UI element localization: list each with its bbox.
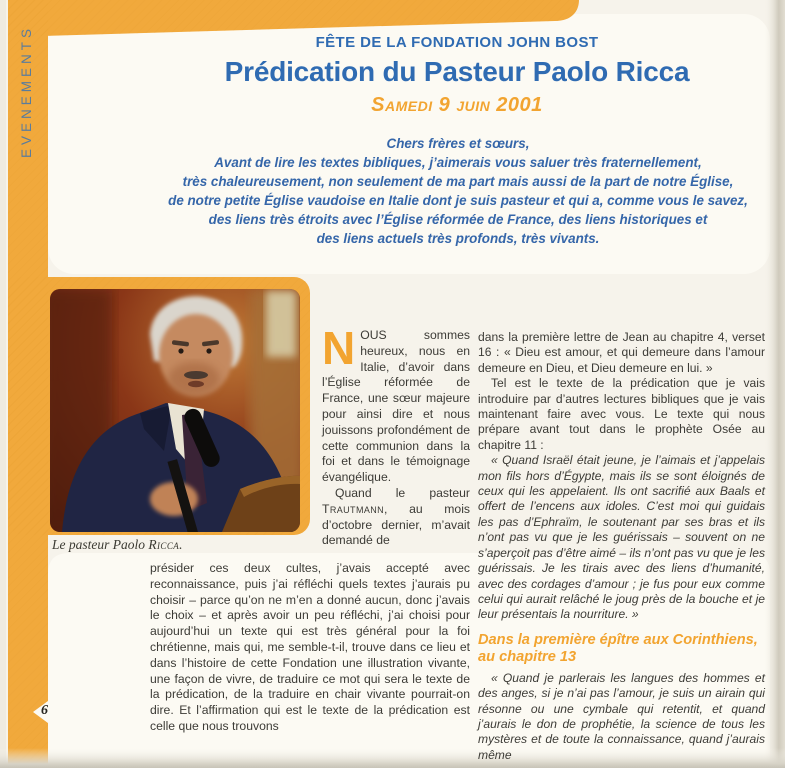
article-column-right	[478, 330, 765, 763]
page-title: Prédication du Pasteur Paolo Ricca	[224, 56, 690, 87]
paragraph: dans la première lettre de Jean au chapitre 4, verset 16 : « Dieu est amour, et qui demeure dans l’amour demeure en Dieu, et Dieu demeure en lui. »	[478, 330, 765, 375]
section-label-text: EVENEMENTS	[19, 24, 35, 158]
pastor-name: Trautmann	[322, 501, 385, 516]
paragraph-text: Quand le pasteur	[335, 485, 470, 500]
face-shading	[168, 362, 220, 396]
scripture-quote: « Quand je parlerais les langues des hommes et des anges, si je n’ai pas l’amour, je suis un airain qui résonne ou une cymbale qui retentit, et quand j’aurais le don de prophétie, la science de tous les mystères et de toute la connaissance, quand j’aurais même	[478, 670, 765, 762]
mouth	[188, 381, 204, 387]
intro-line: de notre petite Église vaudoise en Italie dont je suis pasteur et qui a, comme vous le savez,	[168, 193, 748, 208]
paragraph-text: , au mois d’octobre dernier, m’avait demandé de	[322, 501, 470, 548]
pastor-photo-illustration	[50, 289, 300, 532]
caption-text: .	[179, 537, 183, 552]
intro-line: Chers frères et sœurs,	[386, 136, 530, 151]
eye	[206, 348, 211, 353]
caption-text: Le pasteur Paolo	[52, 537, 149, 552]
eye	[178, 348, 183, 353]
drop-cap: N	[322, 322, 356, 374]
paragraph-text: OUS sommes heureux, nous en Italie, d’avoir dans l’Église réformée de France, une sœur majeure pour ainsi dire et nous jouissons profondément de cette communion dans la foi et dans le témoignage évangélique.	[322, 328, 470, 485]
article-header	[140, 34, 774, 117]
intro-greeting	[138, 134, 778, 248]
intro-line: Avant de lire les textes bibliques, j’aimerais vous saluer très fraternellement,	[214, 155, 702, 170]
article-column-left-wide	[150, 561, 470, 735]
intro-line: des liens actuels très profonds, très vivants.	[316, 231, 600, 246]
photo-caption	[52, 537, 332, 553]
caption-name: Ricca	[148, 537, 180, 552]
paragraph	[322, 486, 470, 549]
header-kicker: FÊTE DE LA FONDATION JOHN BOST	[315, 34, 599, 51]
paragraph: Tel est le texte de la prédication que je vais introduire par d’autres lectures bibliques que je vais maintenant faire avec vous. Le texte qui nous prépare avant tout dans le prophète Osée au chapitre 11 :	[478, 376, 765, 452]
intro-line: très chaleureusement, non seulement de ma part mais aussi de la part de notre Église,	[182, 174, 734, 189]
event-date: Samedi 9 juin 2001	[371, 94, 543, 116]
section-label-vertical	[6, 16, 48, 166]
scripture-quote: « Quand Israël était jeune, je l’aimais et j’appelais mon fils hors d’Égypte, mais ils se sont éloignés de ceux qui les appelaient. Ils ont sacrifié aux Baals et offert de l’encens aux idoles. C’est moi qui guidais les pas d’Ephraïm, le soutenant par ses bras et ils n’ont pas vu que je les guérissais – souvent on ne s’aperçoit pas d’être aimé – ils n’ont pas vu que je les guérissais. Je les tirais avec des liens d’humanité, avec des cordages d’amour ; je fus pour eux comme celui qui aurait relâché le joug près de la bouche et je leur présentais la nourriture. »	[478, 453, 765, 622]
paragraph	[322, 322, 470, 486]
paragraph: présider ces deux cultes, j’avais accepté avec reconnaissance, puis j’ai réfléchi quels textes j’aurais pu choisir – parce qu’on ne m’en a donné aucun, donc j’avais le choix – et après avoir un peu réfléchi, j’ai choisi pour aujourd’hui un texte qui est très général pour la foi chrétienne, mais qui, me semble-t-il, trouve dans ce lieu et dans l’histoire de cette Fondation une illustration vivante, une façon de vivre, de traduire ce mot qui sera le texte de la prédication, de la traduire en chair vivante pourrait-on dire. Et l’affirmation qui est le texte de la prédication est celle que nous trouvons	[150, 561, 470, 733]
mustache	[184, 371, 208, 379]
background-figure	[266, 291, 296, 357]
article-column-left-narrow	[322, 322, 470, 549]
epistle-heading: Dans la première épître aux Corinthiens, au chapitre 13	[478, 631, 758, 666]
intro-line: des liens très étroits avec l’Église réformée de France, des liens historiques et	[208, 212, 708, 227]
pastor-photo	[50, 289, 300, 532]
page-number: 6	[41, 703, 48, 718]
